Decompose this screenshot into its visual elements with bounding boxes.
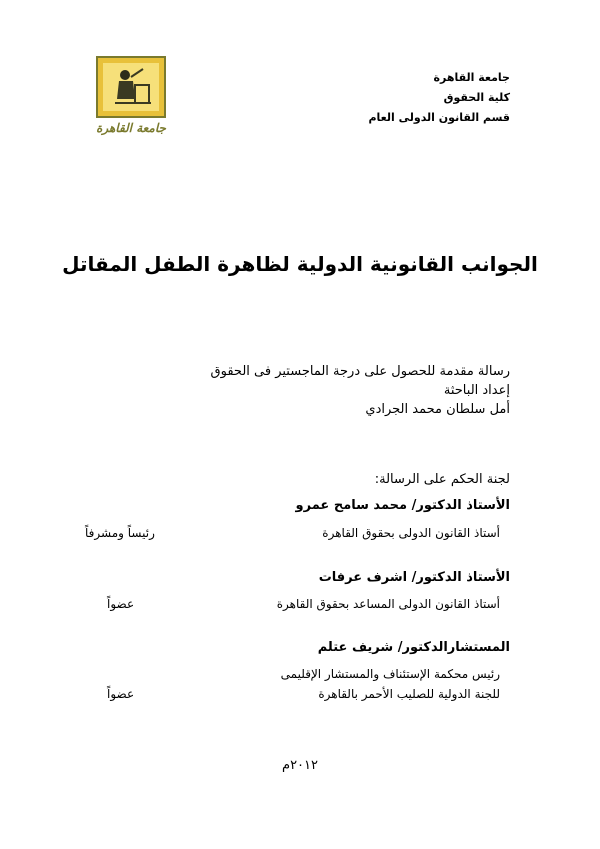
- member-role-line2: للجنة الدولية للصليب الأحمر بالقاهرة: [318, 687, 500, 701]
- institution-block: [368, 68, 510, 128]
- prepared-by-label: إعداد الباحثة: [443, 383, 510, 398]
- member-name: المستشارالدكتور/ شريف عتلم: [317, 640, 510, 655]
- logo-text: جامعة القاهرة: [96, 121, 166, 135]
- member-status: عضواً: [107, 687, 135, 701]
- member-role: أستاذ القانون الدولى بحقوق القاهرة: [322, 526, 500, 540]
- logo-lettering: [95, 121, 167, 135]
- thesis-title: الجوانب القانونية الدولية لظاهرة الطفل المقاتل: [62, 252, 538, 276]
- university-name: جامعة القاهرة: [433, 71, 510, 84]
- committee-heading: لجنة الحكم على الرسالة:: [374, 472, 510, 487]
- thesis-purpose: رسالة مقدمة للحصول على درجة الماجستير فى الحقوق: [210, 364, 510, 379]
- member-name: الأستاذ الدكتور/ محمد سامح عمرو: [295, 498, 510, 513]
- member-role-line1: رئيس محكمة الإستئناف والمستشار الإقليمى: [280, 667, 500, 681]
- thesis-info: [211, 362, 510, 419]
- member-role: أستاذ القانون الدولى المساعد بحقوق القاهرة: [276, 597, 500, 611]
- year: ٢٠١٢م: [282, 758, 318, 773]
- university-logo: [95, 55, 167, 145]
- member-name: الأستاذ الدكتور/ اشرف عرفات: [318, 570, 510, 585]
- member-status: عضواً: [107, 597, 135, 611]
- faculty-name: كلية الحقوق: [443, 91, 510, 104]
- author-name: أمل سلطان محمد الجرادي: [365, 402, 510, 417]
- department-name: قسم القانون الدولى العام: [368, 111, 510, 124]
- member-status: رئيساً ومشرفاً: [85, 526, 155, 540]
